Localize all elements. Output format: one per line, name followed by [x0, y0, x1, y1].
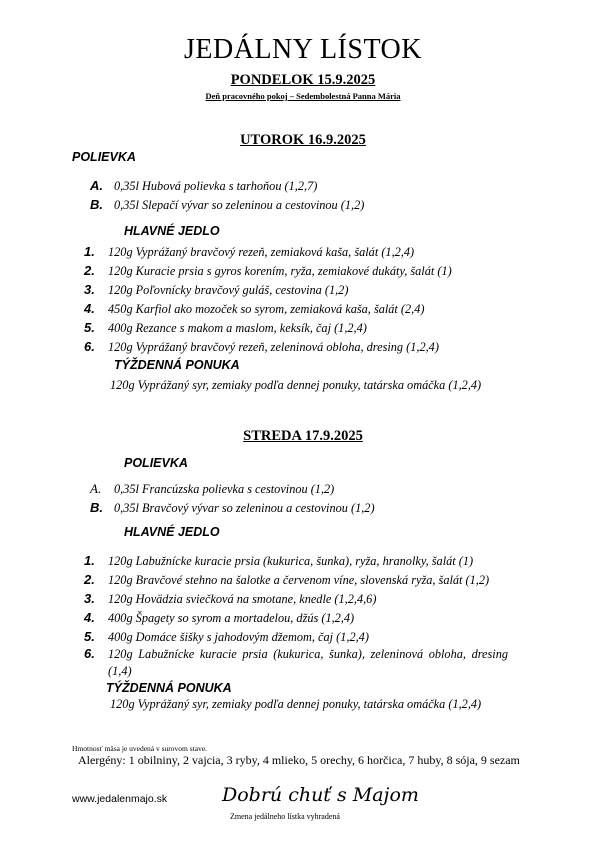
wednesday-soup-label: POLIEVKA [124, 456, 188, 470]
list-marker: 6. [84, 646, 95, 661]
list-marker: 1. [84, 244, 95, 259]
dish-text: 120g Hovädzia sviečková na smotane, knedle (1,2,4,6) [108, 592, 377, 606]
website-link[interactable]: www.jedalenmajo.sk [72, 793, 168, 805]
wednesday-main-label: HLAVNÉ JEDLO [124, 525, 220, 539]
dish-text: 120g Poľovnícky bravčový guláš, cestovina (1,2) [108, 283, 349, 297]
wednesday-soup-b [90, 500, 375, 516]
tuesday-main-1 [84, 244, 414, 260]
dish-text: 400g Domáce šišky s jahodovým džemom, čaj (1,2,4) [108, 630, 369, 644]
dish-text: 120g Labužnícke kuracie prsia (kukurica, šunka), zeleninová obloha, dresing (1,4) [108, 647, 508, 678]
dish-text: 400g Rezance s makom a maslom, keksík, čaj (1,2,4) [108, 321, 367, 335]
wednesday-soup-a [90, 481, 334, 497]
dish-text: 0,35l Hubová polievka s tarhoňou (1,2,7) [114, 179, 318, 193]
wednesday-weekly-label: TÝŽDENNÁ PONUKA [106, 681, 232, 695]
tuesday-main-6 [84, 339, 439, 355]
wednesday-heading: STREDA 17.9.2025 [243, 428, 363, 444]
holiday-note: Deň pracovného pokoj – Sedembolestná Panna Mária [205, 91, 401, 101]
dish-text: 0,35l Slepačí vývar so zeleninou a cestovinou (1,2) [114, 198, 365, 212]
list-marker: 3. [84, 591, 95, 606]
menu-change-note: Zmena jedálneho lístka vyhradená [230, 812, 340, 821]
wednesday-main-1 [84, 553, 473, 569]
allergens-list: Alergény: 1 obilniny, 2 vajcia, 3 ryby, 4 mlieko, 5 orechy, 6 horčica, 7 huby, 8 sója, 9 sezam [78, 753, 520, 767]
dish-text: 120g Vyprážaný bravčový rezeň, zemiaková kaša, šalát (1,2,4) [108, 245, 415, 259]
tuesday-soup-label: POLIEVKA [72, 150, 136, 164]
dish-text: 0,35l Francúzska polievka s cestovinou (1,2) [114, 482, 335, 496]
list-marker: 5. [84, 320, 95, 335]
dish-text: 120g Kuracie prsia s gyros korením, ryža, zemiakové dukáty, šalát (1) [108, 264, 452, 278]
menu-title: JEDÁLNY LÍSTOK [184, 34, 422, 65]
wednesday-main-3 [84, 591, 376, 607]
wednesday-main-2 [84, 572, 489, 588]
wednesday-main-4 [84, 610, 354, 626]
dish-text: 120g Vyprážaný bravčový rezeň, zeleninová obloha, dresing (1,2,4) [108, 340, 439, 354]
dish-text: 450g Karfiol ako mozoček so syrom, zemiaková kaša, šalát (2,4) [108, 302, 425, 316]
tuesday-soup-a [90, 178, 317, 194]
tuesday-main-4 [84, 301, 425, 317]
list-marker: 6. [84, 339, 95, 354]
tuesday-main-5 [84, 320, 367, 336]
tuesday-main-3 [84, 282, 348, 298]
wednesday-main-6 [84, 646, 508, 680]
tuesday-weekly-text: 120g Vyprážaný syr, zemiaky podľa dennej ponuky, tatárska omáčka (1,2,4) [110, 378, 482, 392]
tuesday-weekly-label: TÝŽDENNÁ PONUKA [114, 358, 240, 372]
tuesday-heading: UTOROK 16.9.2025 [240, 132, 366, 148]
list-marker: A. [90, 481, 102, 496]
dish-text: 0,35l Bravčový vývar so zeleninou a cestovinou (1,2) [114, 501, 375, 515]
tuesday-main-2 [84, 263, 452, 279]
monday-heading: PONDELOK 15.9.2025 [230, 72, 376, 88]
list-marker: 3. [84, 282, 95, 297]
dish-text: 120g Bravčové stehno na šalotke a červenom víne, slovenská ryža, šalát (1,2) [108, 573, 490, 587]
list-marker: B. [90, 500, 103, 515]
list-marker: 2. [84, 572, 95, 587]
wednesday-weekly-text: 120g Vyprážaný syr, zemiaky podľa dennej ponuky, tatárska omáčka (1,2,4) [110, 697, 482, 711]
list-marker: 2. [84, 263, 95, 278]
dish-text: 120g Labužnícke kuracie prsia (kukurica, šunka), ryža, hranolky, šalát (1) [108, 554, 474, 568]
list-marker: A. [90, 178, 103, 193]
tuesday-main-label: HLAVNÉ JEDLO [124, 224, 220, 238]
list-marker: 4. [84, 610, 95, 625]
list-marker: B. [90, 197, 103, 212]
list-marker: 5. [84, 629, 95, 644]
slogan: Dobrú chuť s Majom [222, 784, 419, 806]
list-marker: 1. [84, 553, 95, 568]
list-marker: 4. [84, 301, 95, 316]
dish-text: 400g Špagety so syrom a mortadelou, džús (1,2,4) [108, 611, 355, 625]
meat-weight-note: Hmotnosť mäsa je uvedená v surovom stave. [72, 744, 208, 753]
wednesday-main-5 [84, 629, 369, 645]
tuesday-soup-b [90, 197, 364, 213]
